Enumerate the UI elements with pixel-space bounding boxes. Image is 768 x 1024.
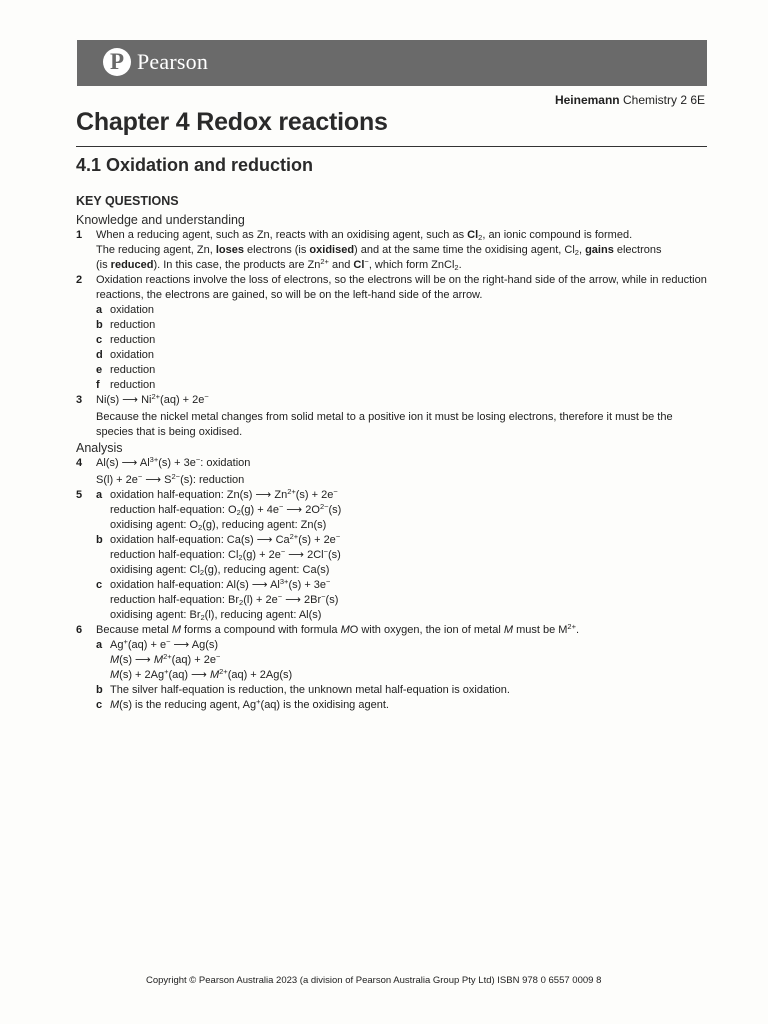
text: (aq) is the oxidising agent. [260, 699, 389, 711]
text: (aq) + 2e [171, 654, 216, 666]
superscript: − [278, 502, 284, 511]
knowledge-heading: Knowledge and understanding [76, 213, 245, 227]
superscript: 2+ [151, 392, 161, 401]
superscript: 3+ [279, 577, 289, 586]
text: ⟶ 2O [283, 504, 320, 516]
sub-text: reduction [110, 379, 156, 391]
pearson-logo-text: Pearson [137, 49, 209, 74]
text: , which form ZnCl [368, 259, 455, 271]
text: When a reducing agent, such as Zn, reacts with an oxidising agent, such as [96, 229, 468, 241]
text: oxidation half-equation: Al(s) ⟶ Al [110, 579, 280, 591]
superscript: − [277, 592, 283, 601]
text: reduced [110, 259, 154, 271]
subscript: 2 [200, 613, 205, 622]
text: ⟶ Ag(s) [170, 639, 219, 651]
q6-line-1 [96, 623, 708, 638]
sub-letter: f [96, 379, 100, 391]
text: (is [96, 259, 111, 271]
text: (aq) + 2Ag(s) [227, 669, 293, 681]
superscript: 3+ [149, 455, 159, 464]
question-1 [76, 228, 708, 273]
q4-line-1 [96, 456, 708, 471]
sub-answer [96, 318, 708, 333]
superscript: 2− [171, 472, 181, 481]
text: (s) [328, 504, 342, 516]
line [110, 638, 708, 653]
text: (s) + 2e [295, 489, 334, 501]
question-number: 4 [76, 457, 83, 469]
superscript: 2+ [287, 487, 296, 496]
q3-text: Because the nickel metal changes from solid metal to a positive ion it must be losing electrons, therefore it must be the species that is being oxidised. [96, 411, 673, 438]
text: M [110, 699, 120, 711]
text: loses [215, 244, 244, 256]
text: electrons (is [244, 244, 310, 256]
sub-answer-a [96, 488, 708, 533]
text: oxidising agent: Cl [110, 564, 200, 576]
sub-letter: c [96, 579, 103, 591]
book-title-bold: Heinemann [554, 93, 620, 107]
text: M [110, 669, 120, 681]
subscript: 2 [454, 263, 459, 272]
sub-answer-b [96, 533, 708, 578]
superscript: − [326, 577, 331, 586]
sub-text: The silver half-equation is reduction, the unknown metal half-equation is oxidation. [110, 684, 510, 696]
text: must be M [513, 624, 568, 636]
sub-letter: b [96, 684, 103, 696]
subscript: 2 [478, 233, 483, 242]
question-number: 6 [76, 624, 83, 636]
sub-letter: c [96, 699, 103, 711]
line [110, 668, 708, 683]
chapter-title: Chapter 4 Redox reactions [76, 108, 388, 136]
subscript: 2 [574, 248, 579, 257]
question-number: 2 [76, 274, 83, 286]
text: Ag [110, 639, 124, 651]
subscript: 2 [199, 568, 205, 577]
q1-line-2 [96, 243, 708, 258]
superscript: + [123, 637, 128, 646]
superscript: 2+ [567, 622, 576, 631]
text: ) and at the same time the oxidising agent, Cl [354, 244, 575, 256]
q4-line-2 [96, 473, 708, 488]
q2-text: Oxidation reactions involve the loss of electrons, so the electrons will be on the right-hand side of the arrow, while in reduction reactions, the electrons are gained, so will be on the left-hand side of the arrow. [96, 274, 707, 301]
sub-answer-c [96, 578, 708, 623]
answers-content [76, 193, 708, 713]
question-4 [76, 456, 708, 488]
sub-letter: c [96, 334, 103, 346]
text: , an ionic compound is formed. [482, 229, 633, 241]
sub-body [110, 638, 708, 683]
copyright-footer: Copyright © Pearson Australia 2023 (a division of Pearson Australia Group Pty Ltd) ISBN 978 0 6557 0009 8 [146, 975, 602, 986]
question-number: 3 [76, 394, 83, 406]
subscript: 2 [236, 508, 241, 517]
text: (s) + 3e [288, 579, 327, 591]
question-number: 5 [76, 489, 83, 501]
text: O with oxygen, the ion of metal [349, 624, 504, 636]
superscript: 2+ [219, 667, 228, 676]
text: M [503, 624, 514, 636]
text: , [578, 244, 586, 256]
sub-text [110, 698, 708, 713]
superscript: − [204, 392, 209, 401]
sub-answer-a [96, 638, 708, 683]
line [110, 548, 708, 563]
text: (g), reducing agent: Zn(s) [202, 519, 327, 531]
superscript: + [164, 667, 169, 676]
text: (aq) ⟶ [168, 669, 210, 681]
key-questions-heading: KEY QUESTIONS [76, 194, 179, 208]
question-6 [76, 623, 708, 713]
subscript: 2 [198, 523, 203, 532]
question-body [96, 456, 708, 488]
text: oxidised [309, 244, 355, 256]
question-body [96, 273, 708, 393]
question-body [96, 393, 708, 440]
text: M [110, 654, 120, 666]
sub-answer [96, 363, 708, 378]
text: gains [585, 244, 614, 256]
pearson-banner [77, 40, 707, 86]
text: (s) + 2Ag [119, 669, 165, 681]
line [110, 563, 708, 578]
sub-text: oxidation [110, 349, 155, 361]
text: (g), reducing agent: Ca(s) [204, 564, 330, 576]
sub-letter: d [96, 349, 103, 361]
superscript: − [364, 257, 369, 266]
text: (aq) + 2e [160, 394, 205, 406]
sub-letter: a [96, 639, 103, 651]
text: (l) + 2e [243, 594, 278, 606]
text: electrons [613, 244, 662, 256]
superscript: − [333, 487, 338, 496]
text: forms a compound with formula [181, 624, 341, 636]
line [110, 488, 708, 503]
text: (l), reducing agent: Al(s) [204, 609, 322, 621]
text: oxidation half-equation: Ca(s) ⟶ Ca [110, 534, 290, 546]
superscript: − [321, 592, 326, 601]
text: reduction half-equation: Br [110, 594, 240, 606]
question-2 [76, 273, 708, 393]
line [110, 608, 708, 623]
text: Al(s) ⟶ Al [96, 457, 150, 469]
sub-body [110, 488, 708, 533]
text: oxidising agent: Br [110, 609, 201, 621]
text: and [328, 259, 354, 271]
question-body [96, 488, 708, 623]
subscript: 2 [238, 553, 243, 562]
text: (s): reduction [180, 474, 245, 486]
superscript: − [195, 455, 201, 464]
question-number: 1 [76, 229, 83, 241]
section-title: 4.1 Oxidation and reduction [76, 155, 314, 175]
superscript: 2− [319, 502, 329, 511]
text: . [458, 259, 462, 271]
superscript: 2+ [320, 257, 329, 266]
text: Cl [353, 259, 365, 271]
text: reduction half-equation: Cl [110, 549, 239, 561]
sub-letter: b [96, 534, 103, 546]
superscript: − [323, 547, 328, 556]
text: ). In this case, the products are Zn [153, 259, 321, 271]
sub-text: reduction [110, 364, 156, 376]
text: ⟶ 2Cl [285, 549, 324, 561]
superscript: − [215, 652, 221, 661]
analysis-heading: Analysis [76, 441, 123, 455]
sub-letter: e [96, 364, 103, 376]
text: Cl [467, 229, 479, 241]
text: oxidising agent: O [110, 519, 199, 531]
sub-answer [96, 303, 708, 318]
text: ⟶ S [142, 474, 172, 486]
line [110, 533, 708, 548]
text: Because metal [96, 624, 172, 636]
sub-answer [96, 378, 708, 393]
sub-text: oxidation [110, 304, 155, 316]
question-body [96, 228, 708, 273]
sub-letter: a [96, 304, 103, 316]
text: (s) [325, 594, 339, 606]
text: oxidation half-equation: Zn(s) ⟶ Zn [110, 489, 288, 501]
q1-line-1 [96, 228, 708, 243]
superscript: − [166, 637, 171, 646]
question-body [96, 623, 708, 713]
text: M [171, 624, 181, 636]
text: (s) + 3e [158, 457, 196, 469]
sub-text: reduction [110, 319, 156, 331]
superscript: + [256, 697, 261, 706]
chapter-rule [76, 146, 707, 147]
superscript: − [280, 547, 286, 556]
superscript: − [137, 472, 143, 481]
subscript: 2 [239, 598, 244, 607]
pearson-logo [103, 48, 208, 76]
book-title [555, 93, 705, 107]
line [110, 593, 708, 608]
line [110, 653, 708, 668]
superscript: 2+ [163, 652, 172, 661]
text: Ni(s) ⟶ Ni [96, 394, 152, 406]
sub-body [110, 533, 708, 578]
text: S(l) + 2e [96, 474, 138, 486]
text: M [153, 654, 164, 666]
text: (s) ⟶ [119, 654, 154, 666]
question-3 [76, 393, 708, 440]
sub-body [110, 578, 708, 623]
sub-answer-b [96, 683, 708, 698]
text: : oxidation [200, 457, 251, 469]
line [110, 503, 708, 518]
text: reduction half-equation: O [110, 504, 237, 516]
text: . [575, 624, 580, 636]
text: M [340, 624, 350, 636]
q3-equation [96, 393, 708, 408]
text: (aq) + e [127, 639, 167, 651]
text: (s) + 2e [298, 534, 336, 546]
text: (g) + 2e [242, 549, 281, 561]
text: (s) is the reducing agent, Ag [119, 699, 257, 711]
text: M [209, 669, 220, 681]
sub-answer [96, 348, 708, 363]
sub-answer-c [96, 698, 708, 713]
sub-text: reduction [110, 334, 156, 346]
book-title-rest: Chemistry 2 6E [619, 93, 705, 107]
sub-letter: b [96, 319, 103, 331]
text: (s) [327, 549, 341, 561]
text: ⟶ 2Br [282, 594, 322, 606]
pearson-logo-icon: P [103, 48, 131, 76]
line [110, 518, 708, 533]
text: (g) + 4e [240, 504, 279, 516]
sub-letter: a [96, 489, 103, 501]
superscript: − [335, 532, 341, 541]
line [110, 578, 708, 593]
q1-line-3 [96, 258, 708, 273]
sub-answer [96, 333, 708, 348]
superscript: 2+ [289, 532, 299, 541]
text: The reducing agent, Zn, [96, 244, 216, 256]
question-5 [76, 488, 708, 623]
